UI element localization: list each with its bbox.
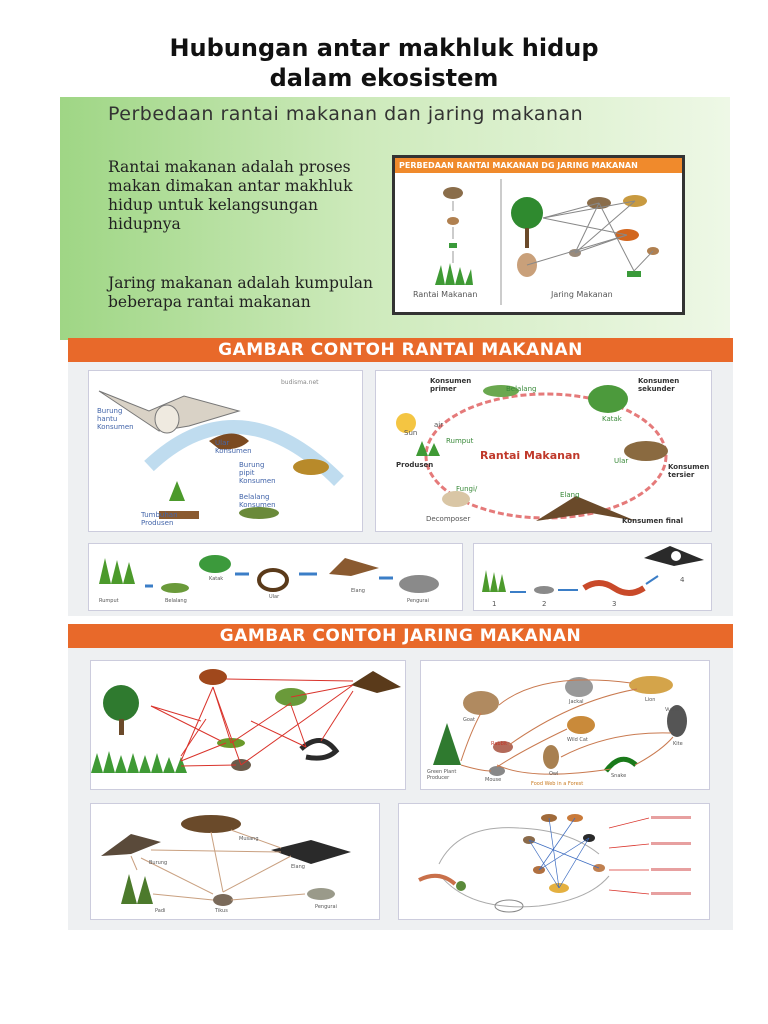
jaring-card-3-illustration bbox=[91, 804, 379, 919]
jaring-card-2 bbox=[420, 660, 710, 790]
rantai-card-1-label-plant: Tumbuhan Produsen bbox=[141, 511, 178, 527]
page-title-line2: dalam ekosistem bbox=[269, 64, 499, 92]
rantai-card-4-label-3: 3 bbox=[612, 600, 617, 608]
rantai-card-4-label-4: 4 bbox=[680, 576, 685, 584]
rantai-card-2-label-primer: Konsumen primer bbox=[430, 377, 472, 393]
rantai-card-2-label-belalang: Belalang bbox=[506, 385, 537, 393]
jaring-card-1-illustration bbox=[91, 661, 405, 789]
rantai-section-title: GAMBAR CONTOH RANTAI MAKANAN bbox=[68, 338, 733, 362]
rantai-card-2-label-sekunder: Konsumen sekunder bbox=[638, 377, 680, 393]
rantai-card-1-label-owl: Burung hantu Konsumen bbox=[97, 407, 134, 431]
rantai-card-3-label-6: Pengurai bbox=[407, 598, 429, 604]
rantai-card-2 bbox=[375, 370, 712, 532]
rantai-card-3 bbox=[88, 543, 463, 611]
rantai-definition: Rantai makanan adalah proses makan dimakan antar makhluk hidup untuk kelangsungan hidupnya bbox=[108, 158, 353, 233]
jaring-card-2-label-kite: Kite bbox=[673, 741, 683, 747]
rantai-card-3-label-1: Rumput bbox=[99, 598, 119, 604]
jaring-card-2-label-mouse: Mouse bbox=[485, 777, 502, 783]
rantai-card-2-label-rumput: Rumput bbox=[446, 437, 474, 445]
rantai-card-4-illustration bbox=[474, 544, 711, 610]
rantai-card-4 bbox=[473, 543, 712, 611]
rantai-card-4-label-1: 1 bbox=[492, 600, 497, 608]
rantai-card-3-label-5: Elang bbox=[351, 588, 365, 594]
rantai-card-1 bbox=[88, 370, 363, 532]
jaring-card-2-caption: Food Web in a Forest bbox=[531, 781, 584, 787]
jaring-card-2-label-jackal: Jackal bbox=[569, 699, 584, 705]
jaring-card-2-label-wildcat: Wild Cat bbox=[567, 737, 588, 743]
jaring-card-2-label-lion: Lion bbox=[645, 697, 656, 703]
jaring-card-1 bbox=[90, 660, 406, 790]
jaring-card-2-label-vulture: Vulture bbox=[665, 707, 683, 713]
jaring-card-3-label-burung: Burung bbox=[149, 860, 168, 866]
rantai-card-3-label-2: Belalang bbox=[165, 598, 187, 604]
jaring-card-3-label-elang: Elang bbox=[291, 864, 305, 870]
jaring-card-2-label-rabbit: Rabbit bbox=[491, 741, 508, 747]
rantai-card-2-label-ular: Ular bbox=[614, 457, 629, 465]
jaring-card-3-label-padi: Padi bbox=[155, 908, 166, 914]
rantai-card-2-label-katak: Katak bbox=[602, 415, 622, 423]
comparison-right-caption: Jaring Makanan bbox=[551, 290, 613, 299]
jaring-card-4 bbox=[398, 803, 710, 920]
page-title-line1: Hubungan antar makhluk hidup bbox=[169, 34, 599, 62]
jaring-card-3-label-musang: Musang bbox=[239, 836, 259, 842]
comparison-image bbox=[392, 155, 685, 315]
jaring-card-2-label-snake: Snake bbox=[611, 773, 627, 779]
jaring-definition: Jaring makanan adalah kumpulan beberapa rantai makanan bbox=[108, 274, 374, 311]
rantai-card-2-label-sun: Sun bbox=[404, 429, 418, 437]
comparison-left-caption: Rantai Makanan bbox=[413, 290, 478, 299]
rantai-card-2-label-air: air bbox=[434, 421, 444, 429]
jaring-card-2-label-goat: Goat bbox=[463, 717, 475, 723]
jaring-card-3 bbox=[90, 803, 380, 920]
comparison-header: PERBEDAAN RANTAI MAKANAN DG JARING MAKANAN bbox=[395, 158, 682, 173]
jaring-section-title: GAMBAR CONTOH JARING MAKANAN bbox=[68, 624, 733, 648]
rantai-card-2-label-elang: Elang bbox=[560, 491, 580, 499]
rantai-card-4-label-2: 2 bbox=[542, 600, 547, 608]
jaring-card-4-illustration bbox=[399, 804, 709, 919]
rantai-card-1-label-sparrow: Burung pipit Konsumen bbox=[239, 461, 276, 485]
rantai-card-2-title: Rantai Makanan bbox=[480, 449, 581, 462]
rantai-card-3-label-3: Katak bbox=[209, 576, 224, 582]
rantai-card-2-label-tersier: Konsumen tersier bbox=[668, 463, 710, 479]
rantai-card-2-label-produsen: Produsen bbox=[396, 461, 434, 469]
rantai-card-2-label-fungi: Fungi/ bbox=[456, 485, 478, 493]
jaring-card-3-label-pengurai: Pengurai bbox=[315, 904, 337, 910]
rantai-card-2-label-final: Konsumen final bbox=[622, 517, 684, 525]
rantai-card-1-label-snake: Ular Konsumen bbox=[215, 439, 252, 455]
rantai-card-3-label-4: Ular bbox=[269, 594, 280, 600]
rantai-card-2-label-decomposer: Decomposer bbox=[426, 515, 471, 523]
rantai-card-1-label-grasshopper: Belalang Konsumen bbox=[239, 493, 276, 509]
jaring-card-2-label-owl: Owl bbox=[549, 771, 559, 777]
intro-heading: Perbedaan rantai makanan dan jaring makanan bbox=[108, 103, 584, 125]
jaring-card-3-label-tikus: Tikus bbox=[215, 908, 228, 914]
jaring-card-2-label-plant: Green Plant Producer bbox=[427, 769, 457, 781]
rantai-card-1-source: budisma.net bbox=[281, 379, 319, 386]
